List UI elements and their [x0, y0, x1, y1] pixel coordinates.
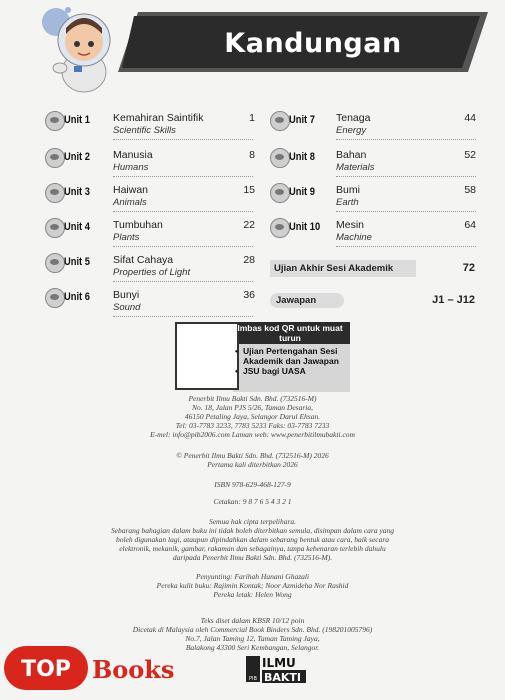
info-line: Balakong 43300 Seri Kembangan, Selangor. [185, 643, 320, 652]
dotted-leader [336, 246, 476, 247]
unit-page: 1 [249, 112, 255, 124]
unit-title: Bumi [336, 184, 360, 196]
unit-subtitle: Properties of Light [113, 267, 191, 278]
unit-badge-icon [270, 183, 290, 203]
dotted-leader [336, 139, 476, 140]
unit-title: Tumbuhan [113, 219, 163, 231]
dotted-leader [113, 316, 253, 317]
info-line: Tel: 03-7783 3233, 7783 5233 Faks: 03-7783 7233 [175, 421, 330, 430]
publisher-info [100, 394, 405, 439]
dotted-leader [336, 211, 476, 212]
unit-label: Unit 5 [64, 256, 90, 268]
unit-badge-icon [45, 111, 65, 131]
qr-list [235, 346, 350, 376]
info-line: Penyunting: Farihah Hanani Ghazali [195, 572, 310, 581]
unit-page: 22 [243, 219, 255, 231]
unit-title: Tenaga [336, 112, 371, 124]
info-line: Pereka kulit buku: Rajimin Kontak; Noor Azmideha Nor Rashid [156, 581, 349, 590]
info-line: Pertama kali diterbitkan 2026 [207, 460, 298, 469]
info-line: Sebarang bahagian dalam buku ini tidak boleh diterbitkan semula, disimpan dalam cara yang [110, 526, 395, 535]
unit-title: Haiwan [113, 184, 149, 196]
dotted-leader [113, 139, 253, 140]
info-line: 46150 Petaling Jaya, Selangor Darul Ehsan. [184, 412, 321, 421]
unit-entry [45, 218, 255, 254]
dotted-leader [336, 176, 476, 177]
dotted-leader [113, 246, 253, 247]
unit-title: Bahan [336, 149, 367, 161]
dotted-leader [113, 211, 253, 212]
unit-subtitle: Machine [336, 232, 372, 243]
unit-badge-icon [45, 288, 65, 308]
unit-page: 8 [249, 149, 255, 161]
unit-page: 36 [243, 289, 255, 301]
unit-entry [45, 253, 255, 289]
unit-page: 44 [464, 112, 476, 124]
unit-subtitle: Plants [113, 232, 140, 243]
unit-page: 15 [243, 184, 255, 196]
unit-entry [45, 148, 255, 184]
svg-text:ILMU: ILMU [262, 656, 296, 670]
unit-label: Unit 6 [64, 291, 90, 303]
qr-item: • Ujian Pertengahan Sesi Akademik dan Jawapan [235, 346, 350, 366]
info-line: Penerbit Ilmu Bakti Sdn. Bhd. (732516-M) [188, 394, 317, 403]
info-line: © Penerbit Ilmu Bakti Sdn. Bhd. (732516-M) 2026 [176, 451, 329, 460]
info-line: Dicetak di Malaysia oleh Commercial Book Binders Sdn. Bhd. (198201005796) [132, 625, 373, 634]
topbooks-logo [4, 638, 194, 696]
info-line: Semua hak cipta terpelihara. [208, 517, 297, 526]
qr-code-placeholder [175, 322, 239, 390]
unit-badge-icon [270, 111, 290, 131]
unit-entry [45, 288, 255, 324]
info-line: Pereka letak: Helen Wong [213, 590, 292, 599]
unit-label: Unit 4 [64, 221, 90, 233]
unit-page: 64 [464, 219, 476, 231]
unit-label: Unit 7 [289, 114, 315, 126]
unit-label: Unit 8 [289, 151, 315, 163]
svg-text:PIB: PIB [249, 676, 257, 682]
unit-subtitle: Materials [336, 162, 375, 173]
rights-info [100, 517, 405, 562]
info-line: elektronik, mekanik, gambar, rakaman dan sebagainya, tanpa kebenaran terlebih dahulu [119, 544, 386, 553]
astronaut-illustration [28, 2, 126, 94]
info-line: No.7, Jalan Taming 12, Taman Taming Jaya, [185, 634, 320, 643]
unit-label: Unit 10 [289, 221, 321, 233]
unit-title: Manusia [113, 149, 153, 161]
unit-entry [270, 148, 476, 184]
ilmu-bakti-logo [246, 652, 306, 686]
unit-page: 28 [243, 254, 255, 266]
unit-title: Bunyi [113, 289, 140, 301]
unit-badge-icon [45, 183, 65, 203]
jawapan-page: J1 – J12 [432, 294, 475, 306]
qr-item: • JSU bagi UASA [235, 366, 350, 376]
svg-text:TOP: TOP [21, 657, 71, 682]
unit-label: Unit 2 [64, 151, 90, 163]
ujian-label: Ujian Akhir Sesi Akademik [270, 260, 416, 277]
svg-text:BAKTI: BAKTI [264, 671, 302, 684]
unit-badge-icon [45, 218, 65, 238]
unit-entry [270, 111, 476, 147]
unit-badge-icon [270, 218, 290, 238]
unit-entry [45, 111, 255, 147]
jawapan-label: Jawapan [270, 293, 344, 308]
unit-title: Kemahiran Saintifik [113, 112, 204, 124]
copyright-info [100, 451, 405, 469]
dotted-leader [113, 176, 253, 177]
unit-subtitle: Animals [113, 197, 147, 208]
unit-badge-icon [45, 148, 65, 168]
svg-text:Books: Books [92, 655, 175, 684]
unit-subtitle: Earth [336, 197, 359, 208]
page-title: Kandungan [224, 28, 402, 59]
unit-page: 52 [464, 149, 476, 161]
unit-subtitle: Energy [336, 125, 367, 136]
unit-entry [270, 218, 476, 254]
dotted-leader [113, 281, 253, 282]
unit-subtitle: Humans [113, 162, 149, 173]
unit-title: Mesin [336, 219, 365, 231]
unit-label: Unit 9 [289, 186, 315, 198]
unit-entry [45, 183, 255, 219]
unit-subtitle: Sound [113, 302, 141, 313]
unit-label: Unit 3 [64, 186, 90, 198]
unit-entry [270, 183, 476, 219]
unit-title: Sifat Cahaya [113, 254, 174, 266]
qr-heading: Imbas kod QR untuk muat turun [237, 323, 343, 343]
credits-info [100, 572, 405, 599]
cetakan: Cetakan: 9 8 7 6 5 4 3 2 1 [213, 497, 292, 506]
info-line: daripada Penerbit Ilmu Bakti Sdn. Bhd. (732516-M). [172, 553, 333, 562]
info-line: boleh digunakan lagi, ataupun dipindahkan dalam sebarang bentuk atau cara, baik secara [115, 535, 390, 544]
ujian-page: 72 [462, 262, 475, 274]
info-line: No. 18, Jalan PJS 5/26, Taman Desaria, [192, 403, 313, 412]
unit-page: 58 [464, 184, 476, 196]
info-line: E-mel: info@pib2006.com Laman web: www.penerbitilmubakti.com [150, 430, 355, 439]
info-line: Teks diset dalam KBSR 10/12 poin [200, 616, 305, 625]
isbn: ISBN 978-629-468-127-9 [214, 480, 291, 489]
unit-subtitle: Scientific Skills [113, 125, 176, 136]
unit-label: Unit 1 [64, 114, 90, 126]
unit-badge-icon [45, 253, 65, 273]
unit-badge-icon [270, 148, 290, 168]
